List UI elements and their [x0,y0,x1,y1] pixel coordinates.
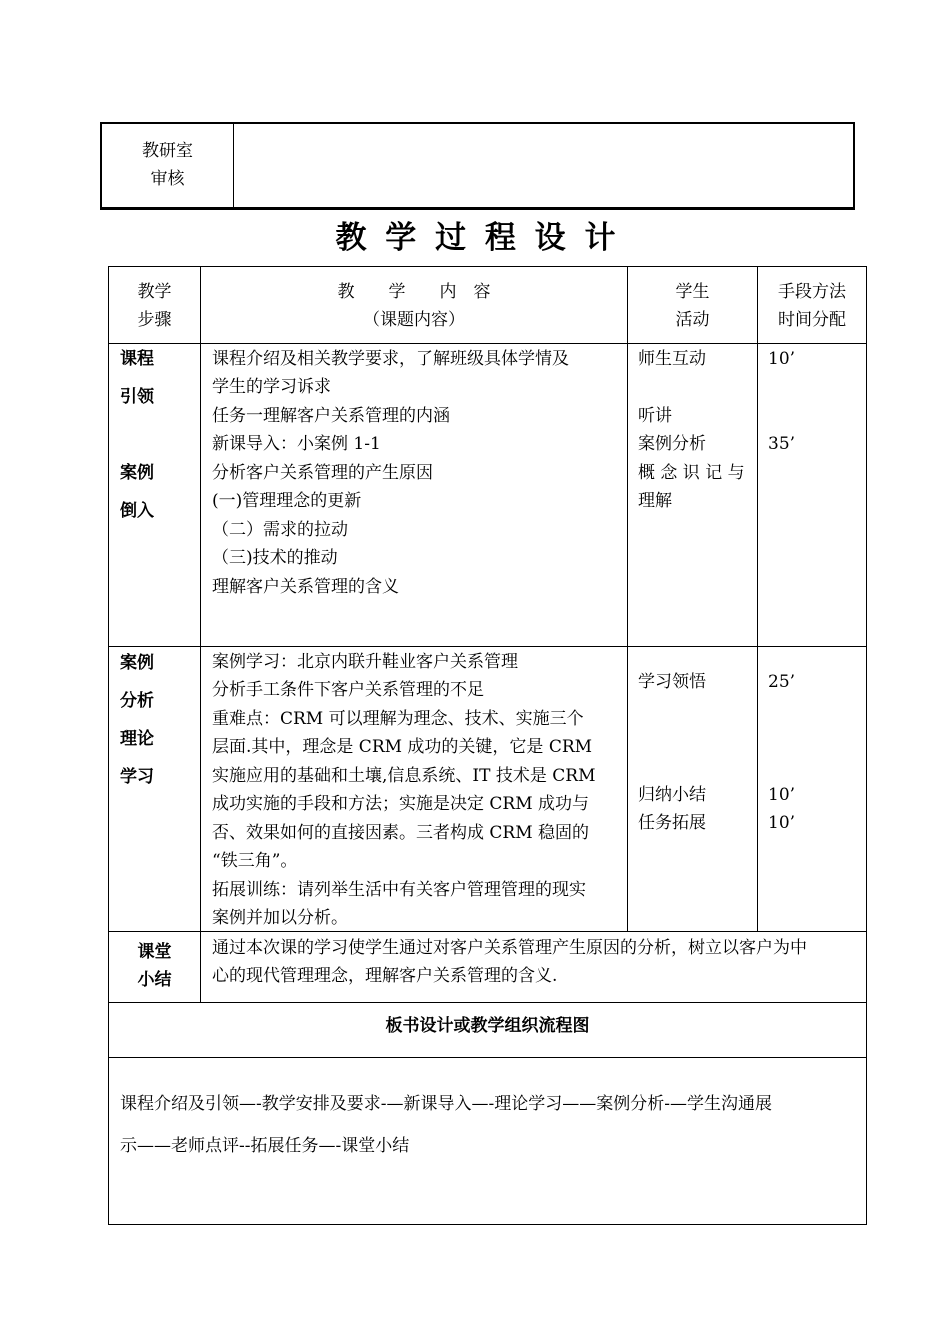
header-time-line1: 手段方法 [778,282,846,302]
row1-content-line: (一)管理理念的更新 [212,491,362,511]
review-label-line2: 审核 [150,169,185,189]
row2-content-line: 重难点：CRM 可以理解为理念、技术、实施三个 [212,709,584,729]
header-content-line1: 教 学 内 容 [337,282,491,302]
row1-step: 引领 [120,387,154,407]
row1-step: 案例 [120,463,154,483]
row2-content-line: 拓展训练：请列举生活中有关客户管理管理的现实 [212,880,586,900]
row2-content-line: 案例学习：北京内联升鞋业客户关系管理 [212,652,518,672]
header-content-line2: （课题内容） [363,310,465,330]
row1-activity: 案例分析 [638,434,706,454]
row2-content-line: 成功实施的手段和方法；实施是决定 CRM 成功与 [212,794,590,814]
review-label-line1: 教研室 [142,141,193,161]
row1-activity: 理解 [638,491,672,511]
header-steps-line2: 步骤 [137,310,172,330]
row2-time: 25’ [768,672,796,692]
row2-step: 学习 [120,767,154,787]
row2-time: 10’ [768,813,796,833]
row1-time: 10’ [768,349,796,369]
row1-step: 课程 [120,349,154,369]
row1-content-line: （三)技术的推动 [212,548,338,568]
row1-content-line: 理解客户关系管理的含义 [212,577,399,597]
row1-content-line: 新课导入：小案例 1-1 [212,434,381,454]
summary-text-line2: 心的现代管理理念，理解客户关系管理的含义. [212,966,558,986]
summary-text-line1: 通过本次课的学习使学生通过对客户关系管理产生原因的分析，树立以客户为中 [212,938,807,958]
header-activity-line2: 活动 [675,310,710,330]
row2-content-line: 实施应用的基础和土壤,信息系统、IT 技术是 CRM [212,766,596,786]
row2-time: 10’ [768,785,796,805]
row1-content-line: 分析客户关系管理的产生原因 [212,463,433,483]
row1-activity: 师生互动 [638,349,706,369]
row1-activity: 听讲 [638,406,672,426]
header-activity-line1: 学生 [675,282,710,302]
row2-content-line: 层面.其中，理念是 CRM 成功的关键，它是 CRM [212,737,593,757]
row1-step: 倒入 [120,501,154,521]
row2-activity: 归纳小结 [638,785,706,805]
summary-label-line2: 小结 [137,970,172,990]
row2-content-line: 否、效果如何的直接因素。三者构成 CRM 稳固的 [212,823,590,843]
row1-content-line: 课程介绍及相关教学要求，了解班级具体学情及 [212,349,569,369]
row2-step: 理论 [120,729,154,749]
header-steps-line1: 教学 [137,282,172,302]
board-flow-line2: 示——老师点评--拓展任务—-课堂小结 [120,1136,410,1156]
row2-step: 案例 [120,653,154,673]
row2-content-line: 案例并加以分析。 [212,908,348,928]
board-flow-line1: 课程介绍及引领—-教学安排及要求-—新课导入—-理论学习——案例分析-—学生沟通展 [120,1094,772,1114]
row1-time: 35’ [768,434,796,454]
row1-content-line: 任务一理解客户关系管理的内涵 [212,406,450,426]
board-heading: 板书设计或教学组织流程图 [385,1016,590,1036]
row2-content-line: “铁三角”。 [212,851,298,871]
page-title: 教 学 过 程 设 计 [335,220,620,256]
header-time-line2: 时间分配 [778,310,846,330]
row1-content-line: 学生的学习诉求 [212,377,331,397]
row2-step: 分析 [120,691,154,711]
row2-content-line: 分析手工条件下客户关系管理的不足 [212,680,484,700]
row2-activity: 任务拓展 [638,813,706,833]
row2-activity: 学习领悟 [638,672,706,692]
row1-content-line: （二）需求的拉动 [212,520,348,540]
row1-activity: 概 念 识 记 与 [638,463,745,483]
summary-label-line1: 课堂 [137,942,172,962]
